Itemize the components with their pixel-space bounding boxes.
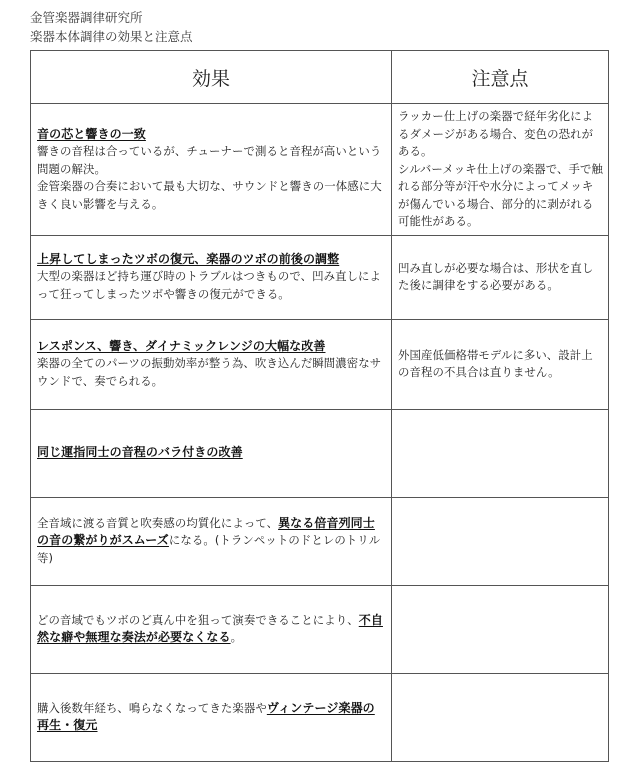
effect-text: 金管楽器の合奏において最も大切な、サウンドと響きの一体感に大きく良い影響を与える。	[37, 179, 382, 211]
table-row	[31, 585, 609, 673]
table-row	[31, 319, 609, 409]
table-row	[31, 497, 609, 585]
table-row	[31, 235, 609, 319]
document-subtitle: 楽器本体調律の効果と注意点	[30, 29, 193, 44]
caution-text: ラッカー仕上げの楽器で経年劣化によるダメージがある場合、変色の恐れがある。	[398, 109, 594, 158]
document-header	[30, 8, 193, 46]
effect-emphasis: 異なる倍音列同士の音の繋がりがスムーズ	[37, 515, 375, 548]
caution-cell	[392, 585, 609, 673]
caution-text: 外国産低価格帯モデルに多い、設計上の音程の不具合は直りません。	[398, 347, 593, 379]
effect-text: 。	[230, 630, 243, 644]
table-row	[31, 104, 609, 236]
effect-text: どの音域でもツボのど真ん中を狙って演奏できることにより、	[37, 612, 359, 627]
header-effects: 効果	[31, 51, 392, 104]
effect-emphasis: ヴィンテージ楽器の再生・復元	[37, 700, 375, 732]
effect-title: レスポンス、響き、ダイナミックレンジの大幅な改善	[37, 338, 326, 353]
header-cautions: 注意点	[392, 51, 609, 104]
effect-cell	[31, 497, 392, 585]
caution-text: 凹み直しが必要な場合は、形状を直した後に調律をする必要がある。	[398, 260, 594, 292]
effect-text: 全音域に渡る音質と吹奏感の均質化によって、	[37, 515, 279, 530]
effect-text: 楽器の全てのパーツの振動効率が整う為、吹き込んだ瞬間濃密なサウンドで、奏でられる。	[37, 356, 382, 388]
effect-emphasis: 不自然な癖や無理な奏法が必要なくなる	[37, 612, 383, 644]
table-row	[31, 409, 609, 497]
effect-cell	[31, 319, 392, 409]
effect-cell	[31, 673, 392, 761]
caution-cell	[392, 409, 609, 497]
caution-cell	[392, 673, 609, 761]
caution-cell	[392, 104, 609, 236]
effect-title: 音の芯と響きの一致	[37, 126, 146, 141]
caution-text: シルバーメッキ仕上げの楽器で、手で触れる部分等が汗や水分によってメッキが傷んでいる場合、部分的に剥がれる可能性がある。	[398, 161, 603, 228]
org-name: 金管楽器調律研究所	[30, 10, 143, 25]
effect-cell	[31, 585, 392, 673]
effect-text: 大型の楽器ほど持ち運び時のトラブルはつきもので、凹み直しによって狂ってしまったツボや響きの復元ができる。	[37, 269, 382, 301]
effect-text: 響きの音程は合っているが、チューナーで測ると音程が高いという問題の解決。	[37, 144, 382, 176]
effect-text: 購入後数年経ち、鳴らなくなってきた楽器や	[37, 700, 267, 715]
effects-cautions-table	[30, 50, 609, 762]
effect-cell	[31, 235, 392, 319]
caution-cell	[392, 235, 609, 319]
effect-text: になる。(トランペットのドとレのトリル等)	[37, 533, 381, 565]
caution-cell	[392, 319, 609, 409]
table-row	[31, 673, 609, 761]
table-header-row	[31, 51, 609, 104]
effect-title: 同じ運指同士の音程のバラ付きの改善	[37, 445, 243, 460]
effect-cell	[31, 409, 392, 497]
effect-title: 上昇してしまったツボの復元、楽器のツボの前後の調整	[37, 251, 340, 266]
caution-cell	[392, 497, 609, 585]
effect-cell	[31, 104, 392, 236]
